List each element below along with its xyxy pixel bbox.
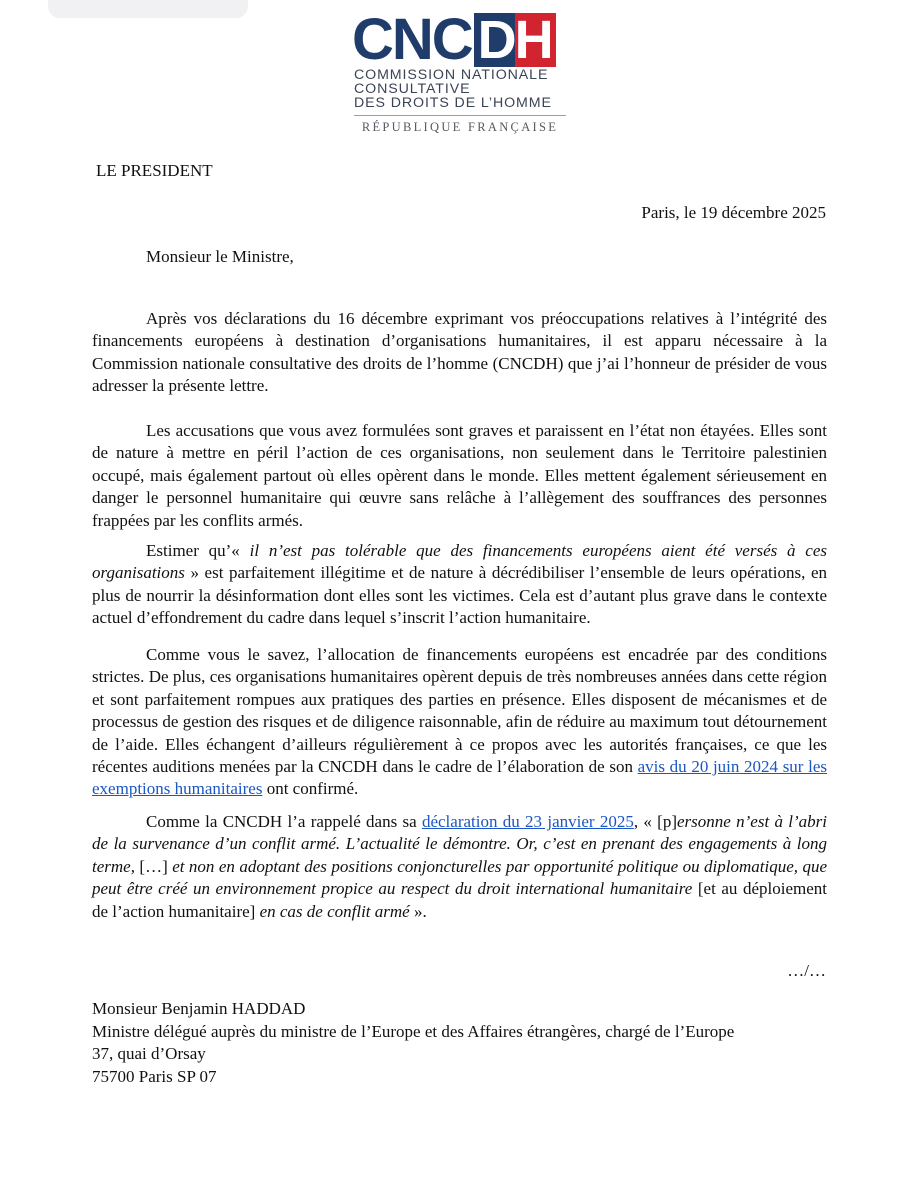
link-avis-exemptions-humanitaires[interactable]: avis du 20 juin 2024 sur les exemptions humanitaires [92,757,827,799]
paragraph-5-bracket: , « [p] [633,812,678,831]
paragraph-3-rest: » est parfaitement illégitime et de nature à décrédibiliser l’ensemble de leurs opérations, en plus de nourrir la désinformation dont elles sont les victimes. Cela est d’autant plus grave dans le contexte actuel d’effondrement du cadre dans lequel s’inscrit l’action humanitaire. [92,563,827,628]
paragraph-5-ellipsis: […] [139,856,168,876]
paragraph-5-quote-2: et non en adoptant des positions conjoncturelles par opportunité politique ou diplomatique, que peut être créé un environnement propice au respect du droit international humanitaire [92,856,827,899]
paragraph-5 [92,811,827,923]
place-date: Paris, le 19 décembre 2025 [641,203,826,222]
logo-subtitle-line1: COMMISSION NATIONALE [354,67,549,83]
link-declaration-23-janvier-2025[interactable]: déclaration du 23 janvier 2025 [421,812,634,831]
logo-subtitle-line2: CONSULTATIVE [354,81,471,97]
recipient-name: Monsieur Benjamin HADDAD [92,999,306,1018]
paragraph-3-start: Estimer qu’« [146,541,250,560]
logo-republique: RÉPUBLIQUE FRANÇAISE [361,120,559,134]
paragraph-2: Les accusations que vous avez formulées sont graves et paraissent en l’état non étayées. Elles sont de nature à mettre en péril l’action de ces organisations, non seulement dans le Territoire palestinien occupé, mais également partout où elles opèrent dans le monde. Elles mettent également sérieusement en danger le personnel humanitaire qui œuvre sans relâche à l’allègement des souffrances des personnes frappées par les conflits armés. [92,421,827,530]
sender-title: LE PRESIDENT [96,161,213,180]
logo-subtitle-line3: DES DROITS DE L’HOMME [354,95,552,111]
paragraph-1: Après vos déclarations du 16 décembre exprimant vos préoccupations relatives à l’intégrité des financements européens à destination d’organisations humanitaires, il est apparu nécessaire à la Commission nationale consultative des droits de l’homme (CNCDH) que j’ai l’honneur de présider de vous adresser la présente lettre. [92,309,827,396]
paragraph-4-end: ont confirmé. [262,779,359,799]
paragraph-3-quote: il n’est pas tolérable que des financements européens aient été versés à ces organisations [92,541,827,583]
logo-letters-dh: DH [474,13,556,67]
paragraph-5-close: ». [409,901,427,921]
recipient-address [92,998,734,1088]
paragraph-3 [92,540,827,630]
continuation-mark: …/… [787,961,826,980]
paragraph-5-quote-3: en cas de conflit armé [259,901,410,921]
recipient-street: 37, quai d’Orsay [92,1044,206,1063]
logo-wordmark [352,7,556,72]
cncdh-logo [350,7,570,140]
paragraph-4-text: Comme vous le savez, l’allocation de financements européens est encadrée par des conditions strictes. De plus, ces organisations humanitaires opèrent depuis de très nombreuses années dans cette région et sont parfaitement rompues aux pratiques des parties en présence. Elles disposent de mécanismes et de processus de gestion des risques et de diligence raisonnable, afin de réduire au maximum tout détournement de l’aide. Elles échangent d’ailleurs régulièrement à ce propos avec les autorités françaises, ce que les récentes auditions menées par la CNCDH dans le cadre de l’élaboration de son [92,645,827,777]
paragraph-5-start: Comme la CNCDH l’a rappelé dans sa [146,812,422,831]
recipient-title: Ministre délégué auprès du ministre de l’Europe et des Affaires étrangères, chargé de l’Europe [92,1021,735,1041]
logo-letters-cnc: CNC [352,7,472,72]
top-edge-strip [48,0,248,18]
paragraph-5-insert: [et au déploiement de l’action humanitaire] [92,879,827,921]
recipient-city: 75700 Paris SP 07 [92,1066,217,1086]
paragraph-5-quote-1: ersonne n’est à l’abri de la survenance d’un conflit armé. L’actualité le démontre. Or, c’est en prenant des engagements à long terme, [92,812,827,876]
logo-subtitle [354,68,566,110]
logo-divider [354,115,566,116]
salutation: Monsieur le Ministre, [146,247,294,266]
paragraph-4 [92,644,827,801]
